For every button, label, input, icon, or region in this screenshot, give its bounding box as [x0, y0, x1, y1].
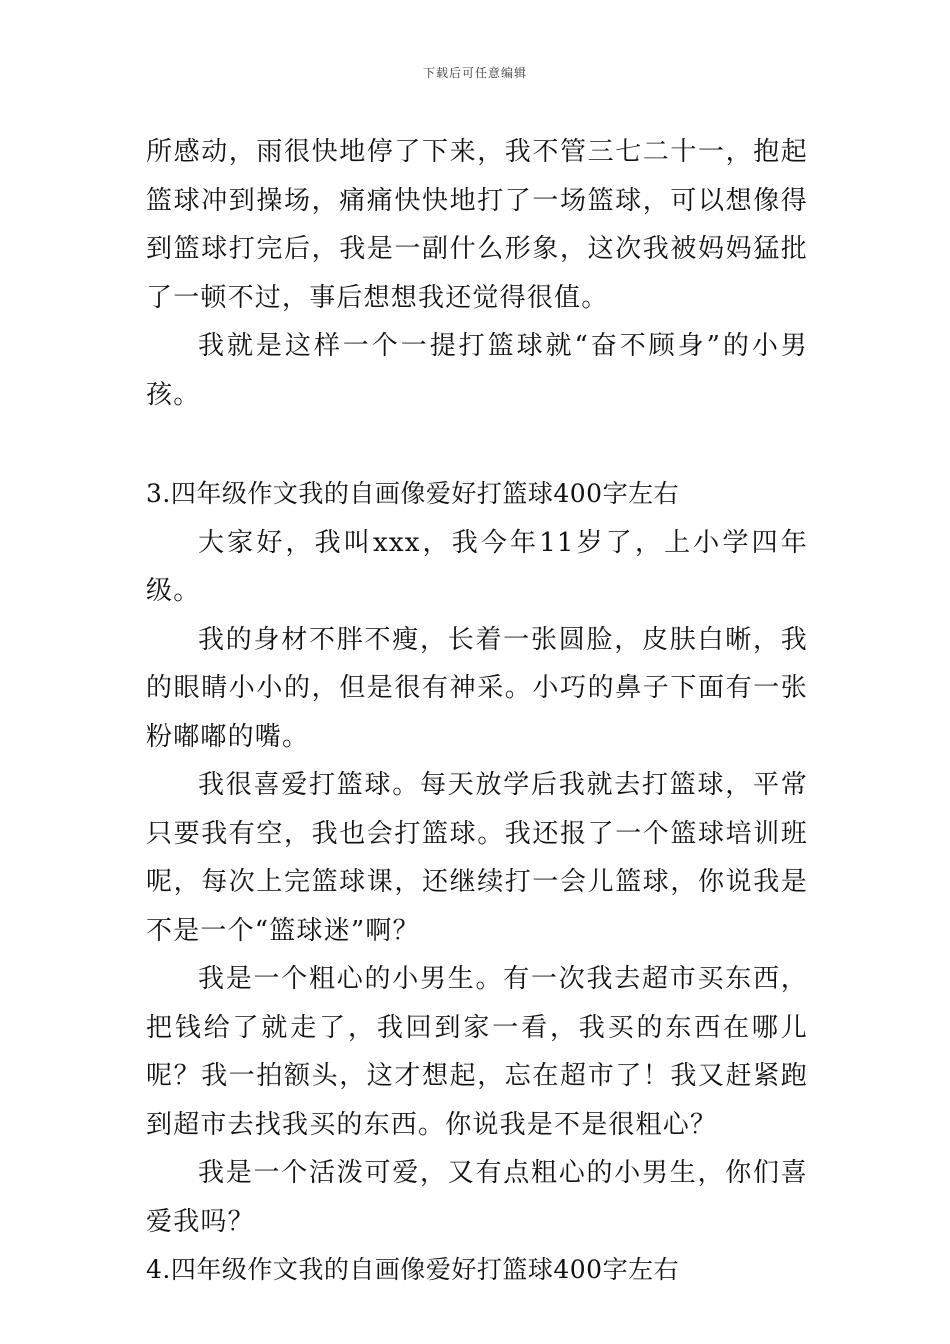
paragraph-appearance: 我的身材不胖不瘦，长着一张圆脸，皮肤白晰，我的眼睛小小的，但是很有神采。小巧的鼻子下面有一张粉嘟嘟的嘴。 — [146, 624, 808, 752]
paragraph-hobby: 我很喜爱打篮球。每天放学后我就去打篮球，平常只要我有空，我也会打篮球。我还报了一个篮球培训班呢，每次上完篮球课，还继续打一会儿篮球，你说我是不是一个“篮球迷”啊？ — [146, 770, 808, 946]
section-heading-4: 4.四年级作文我的自画像爱好打篮球400字左右 — [146, 1255, 680, 1284]
paragraph-summary: 我是一个活泼可爱，又有点粗心的小男生，你们喜爱我吗？ — [146, 1158, 808, 1237]
section-spacer — [146, 419, 808, 470]
paragraph-continued: 所感动，雨很快地停了下来，我不管三七二十一，抱起篮球冲到操场，痛痛快快地打了一场篮球，可以想像得到篮球打完后，我是一副什么形象，这次我被妈妈猛批了一顿不过，事后想想我还觉得很值。 — [146, 137, 808, 313]
paragraph-careless-story: 我是一个粗心的小男生。有一次我去超市买东西，把钱给了就走了，我回到家一看，我买的东西在哪儿呢？我一拍额头，这才想起，忘在超市了！我又赶紧跑到超市去找我买的东西。你说我是不是很粗心？ — [146, 964, 808, 1140]
paragraph-conclusion: 我就是这样一个一提打篮球就“奋不顾身”的小男孩。 — [146, 331, 808, 410]
document-body — [146, 128, 808, 1295]
header-note: 下载后可任意编辑 — [422, 66, 527, 80]
section-heading-3: 3.四年级作文我的自画像爱好打篮球400字左右 — [146, 479, 680, 508]
paragraph-intro: 大家好，我叫xxx，我今年11岁了，上小学四年级。 — [146, 527, 808, 606]
